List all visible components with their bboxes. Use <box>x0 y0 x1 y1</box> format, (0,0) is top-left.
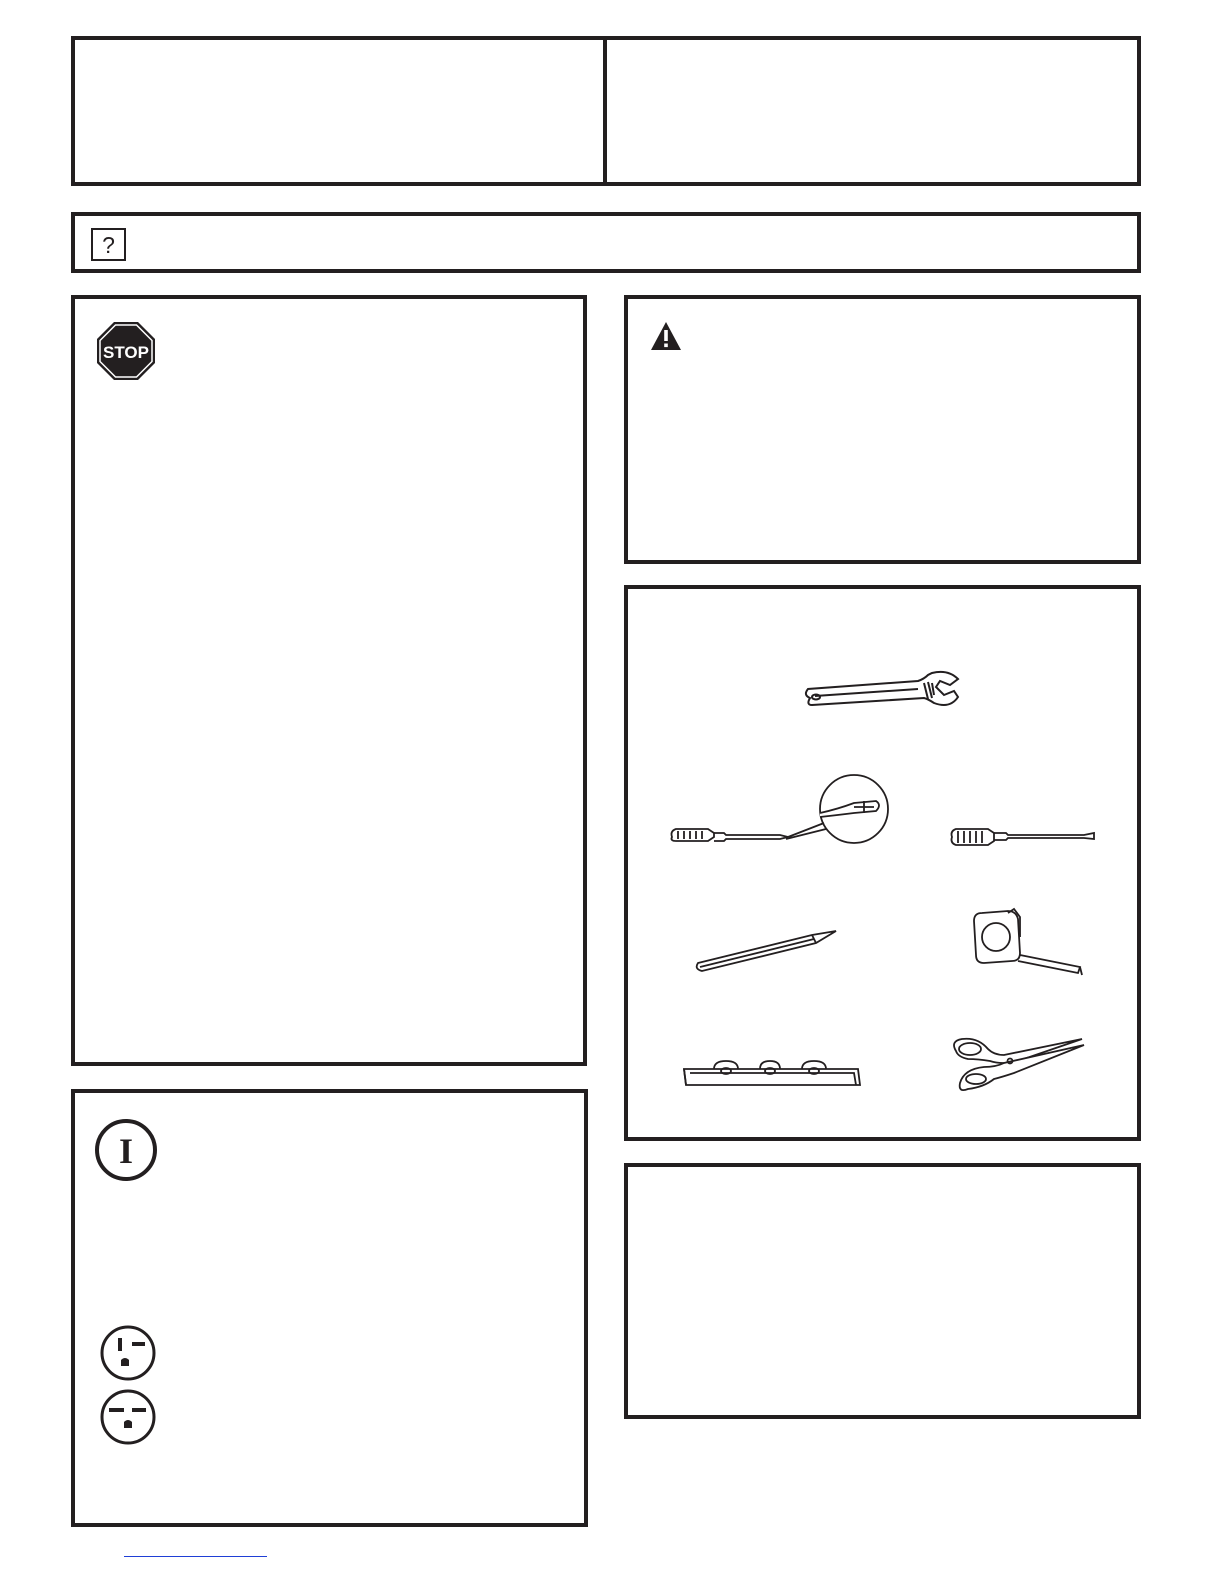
stop-sign-icon <box>95 320 157 382</box>
important-i-icon <box>94 1118 158 1182</box>
question-box-icon <box>91 228 126 261</box>
header-left-panel <box>75 40 603 182</box>
question-bar <box>71 212 1141 273</box>
pencil-icon <box>692 927 842 973</box>
footer-link[interactable] <box>124 1556 267 1557</box>
header-right-panel <box>607 40 1137 182</box>
svg-text:?: ? <box>102 232 115 258</box>
flat-blade-screwdriver-icon <box>948 821 1098 851</box>
phillips-screwdriver-icon <box>668 771 892 853</box>
outlet-20a-icon <box>99 1388 157 1446</box>
tape-measure-icon <box>968 907 1088 979</box>
warning-triangle-icon <box>650 321 682 351</box>
level-icon <box>680 1055 864 1091</box>
header-panel <box>71 36 1141 186</box>
tools-panel <box>624 585 1141 1141</box>
parts-panel <box>624 1163 1141 1419</box>
outlet-15a-icon <box>99 1324 157 1382</box>
adjustable-wrench-icon <box>800 665 972 713</box>
important-icon-letter: I <box>118 1131 134 1171</box>
warning-panel <box>624 295 1141 564</box>
important-panel <box>71 1089 588 1527</box>
scissors-icon <box>948 1033 1088 1099</box>
stop-panel <box>71 295 587 1066</box>
stop-sign-label: STOP <box>103 343 149 362</box>
